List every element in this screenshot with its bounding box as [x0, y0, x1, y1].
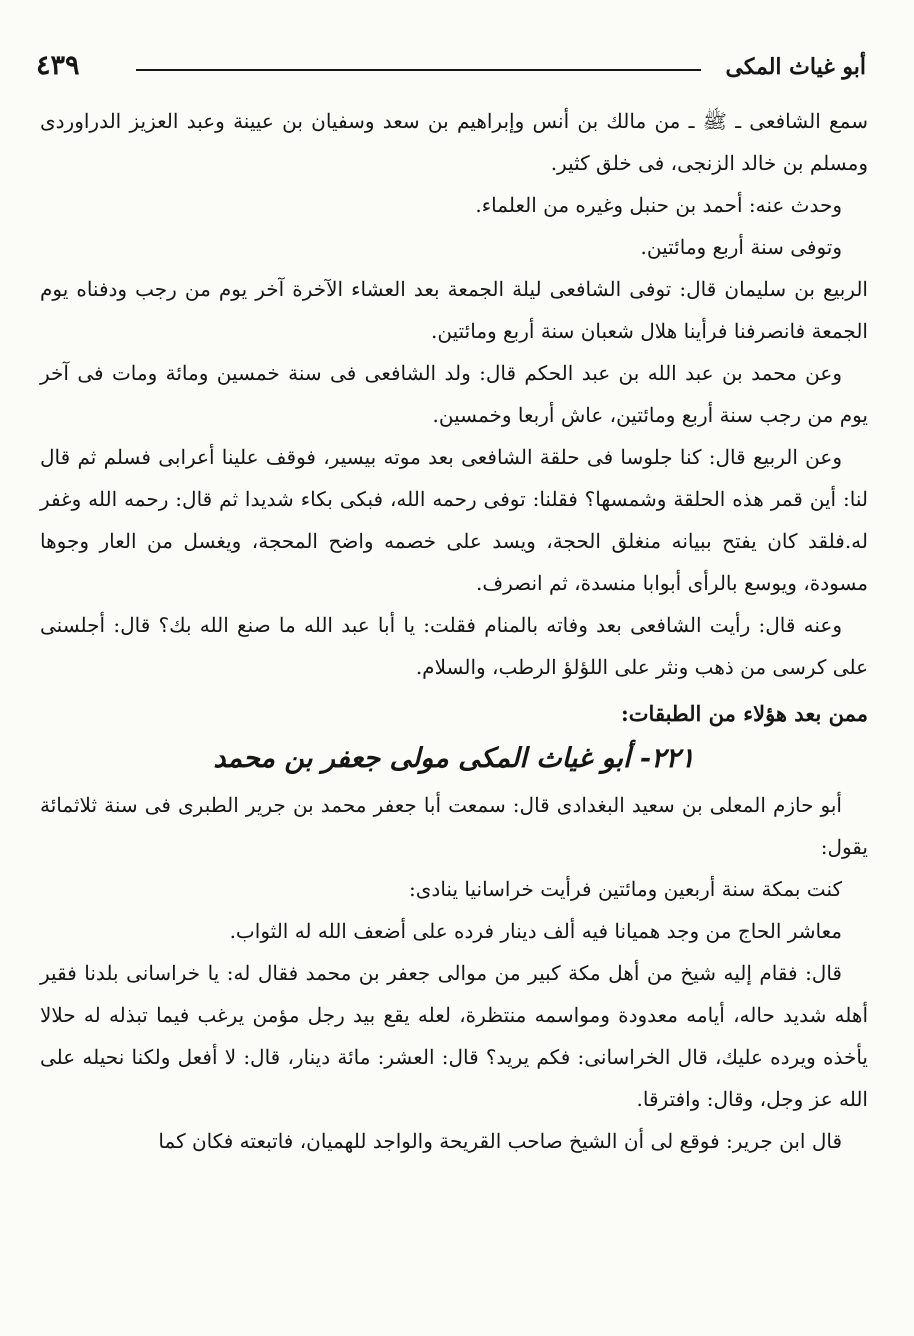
page-number: ٤٣٩ [36, 50, 80, 81]
header-rule [136, 69, 701, 71]
paragraph: كنت بمكة سنة أربعين ومائتين فرأيت خراسانيا ينادى: [409, 877, 842, 901]
paragraph: سمع الشافعى ـ ﷺ ـ من مالك بن أنس وإبراهيم بن سعد وسفيان بن عيينة وعبد العزيز الدراوردى ومسلم بن خالد الزنجى، فى خلق كثير. [40, 109, 868, 175]
paragraph: وعن الربيع قال: كنا جلوسا فى حلقة الشافعى بعد موته بيسير، فوقف علينا أعرابى فسلم ثم قال لنا: أين قمر هذه الحلقة وشمسها؟ فقلنا: توفى رحمه الله، فبكى بكاء شديدا ثم قال: رحمه الله وغفر له.فلقد كان يفتح ببيانه منغلق الحجة، ويسد على خصمه واضح المحجة، ويغسل من العار وجوها مسودة، ويوسع بالرأى أبوابا منسدة، ثم انصرف. [40, 445, 868, 595]
body-text [40, 100, 868, 1162]
running-title: أبو غياث المكى [725, 54, 866, 80]
paragraph: معاشر الحاج من وجد هميانا فيه ألف دينار فرده على أضعف الله له الثواب. [229, 919, 842, 943]
paragraph: أبو حازم المعلى بن سعيد البغدادى قال: سمعت أبا جعفر محمد بن جرير الطبرى فى سنة ثلاثمائة يقول: [40, 793, 868, 859]
paragraph: قال: فقام إليه شيخ من أهل مكة كبير من موالى جعفر بن محمد فقال له: يا خراسانى بلدنا فقير أهله شديد حاله، أيامه معدودة ومواسمه منتظرة، لعله يقع بيد رجل مؤمن يرغب فيما تبذله له حلالا يأخذه ويرده عليك، قال الخراسانى: فكم يريد؟ قال: العشر: مائة دينار، قال: لا أفعل ولكنا نحيله على الله عز وجل، وقال: وافترقا. [40, 961, 868, 1111]
section-heading: ممن بعد هؤلاء من الطبقات: [621, 701, 868, 726]
paragraph: وحدث عنه: أحمد بن حنبل وغيره من العلماء. [475, 193, 842, 217]
paragraph: وتوفى سنة أربع ومائتين. [640, 235, 842, 259]
paragraph: قال ابن جرير: فوقع لى أن الشيخ صاحب القريحة والواجد للهميان، فاتبعته فكان كما [158, 1129, 842, 1153]
paragraph: وعنه قال: رأيت الشافعى بعد وفاته بالمنام فقلت: يا أبا عبد الله ما صنع الله بك؟ قال: أجلسنى على كرسى من ذهب ونثر على اللؤلؤ الرطب، والسلام. [40, 613, 868, 679]
biography-title: ٢٢١- أبو غياث المكى مولى جعفر بن محمد [213, 743, 695, 774]
page-header [36, 48, 866, 88]
paragraph: وعن محمد بن عبد الله بن عبد الحكم قال: ولد الشافعى فى سنة خمسين ومائة ومات فى آخر يوم من رجب سنة أربع ومائتين، عاش أربعا وخمسين. [40, 361, 868, 427]
paragraph: الربيع بن سليمان قال: توفى الشافعى ليلة الجمعة بعد العشاء الآخرة آخر يوم من رجب ودفناه يوم الجمعة فانصرفنا فرأينا هلال شعبان سنة أربع ومائتين. [40, 277, 868, 343]
